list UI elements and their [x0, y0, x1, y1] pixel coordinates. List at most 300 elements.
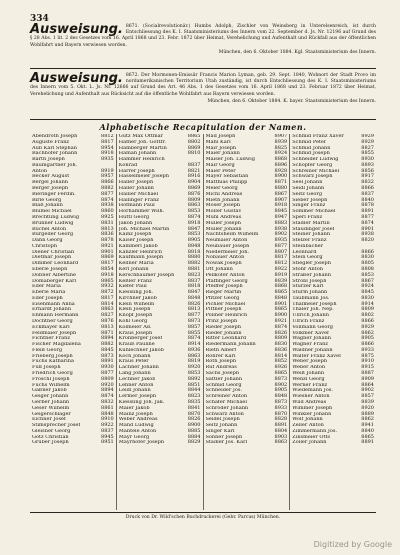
entry-number: 8924 — [361, 283, 374, 290]
entry-name: Dietmar Joseph — [32, 255, 72, 261]
entry-number: 8892 — [187, 375, 201, 382]
entry-number: 8845 — [101, 346, 114, 353]
entry-name: Gutz Max Ottmar — [118, 134, 163, 139]
index-entry — [32, 440, 114, 446]
entry-name: Lermer Joseph — [118, 394, 157, 400]
entry-number: 8917 — [361, 173, 374, 180]
entry-number: 8918 — [101, 150, 114, 157]
entry-name: Aub Karl Stephan — [32, 145, 77, 151]
entry-number: 8920 — [187, 364, 201, 371]
entry-name: Gleisner Georg — [32, 428, 71, 434]
entry-name: Pfaffinger Georg — [205, 278, 248, 284]
entry-number: 8938 — [274, 225, 288, 232]
entry-name: Moser Joseph — [205, 203, 241, 209]
entry-name: Gaßner Jakob — [32, 388, 67, 394]
entry-number: 8914 — [187, 341, 201, 348]
entry-number: 8877 — [361, 213, 374, 220]
entry-name: Diener Christian — [32, 249, 75, 255]
entry-number: 8929 — [361, 138, 374, 145]
entry-number: 8910 — [101, 416, 114, 423]
entry-number: 8837 — [101, 427, 114, 434]
entry-name: Matthias Philipp — [205, 180, 248, 186]
entry-name: Müller Johann — [205, 226, 242, 232]
entry-name: Friedrich Georg — [32, 371, 73, 377]
entry-number: 8891 — [361, 439, 374, 446]
entry-name: Wild Andreas — [292, 399, 327, 405]
entry-number: 8920 — [101, 381, 114, 388]
entry-name: Kühlechner Jakob — [118, 347, 164, 353]
entry-name: Stiegler Joseph — [292, 261, 331, 267]
entry-name: Mahl Karl — [205, 139, 231, 145]
entry-name: Hofmann Paul — [118, 203, 155, 209]
entry-number: 8813 — [101, 225, 114, 232]
entry-number: 8808 — [361, 265, 374, 272]
entry-number: 8847 — [187, 289, 201, 296]
entry-number: 8957 — [101, 173, 114, 180]
entry-number: 8902 — [274, 231, 288, 238]
entry-number: 8887 — [361, 370, 374, 377]
entry-number: 8905 — [361, 335, 374, 342]
index-column — [204, 134, 291, 510]
entry-number: 8876 — [187, 190, 201, 197]
entry-number: 8919 — [101, 167, 114, 174]
entry-number: 8874 — [274, 323, 288, 330]
entry-number: 8916 — [187, 173, 201, 180]
entry-name: Baumgartner Joh. — [32, 162, 78, 168]
entry-name: Weber Anton — [292, 365, 326, 371]
entry-name: Haman Johann — [118, 151, 157, 157]
notice-heading: Ausweisung. — [30, 71, 123, 86]
entry-name: Schmid Franz Xaver — [292, 134, 344, 139]
entry-name: Fischer Magdalena — [32, 342, 81, 348]
entry-name: Nachtsheim Wilhelm — [205, 232, 259, 238]
entry-name: Fleiß Georg — [32, 347, 63, 353]
entry-number: 8865 — [274, 306, 288, 313]
entry-number: 8862 — [361, 329, 374, 336]
entry-number: 8809 — [187, 196, 201, 203]
entry-name: Kraus Peter — [118, 359, 149, 365]
entry-name: Maiser Joh. Ludwig — [205, 157, 255, 163]
entry-name: Kerl Johann — [118, 266, 149, 272]
entry-number: 8813 — [101, 323, 114, 330]
entry-name: Schneider Ludwig — [292, 157, 339, 163]
entry-number: 8809 — [361, 306, 374, 313]
entry-name: Staudinger Josef — [292, 226, 335, 232]
entry-number: 8812 — [101, 134, 114, 139]
entry-number: 8856 — [361, 167, 374, 174]
entry-name: Büchel Anton — [32, 226, 67, 232]
entry-number: 8865 — [274, 370, 288, 377]
entry-number: 8903 — [274, 433, 288, 440]
entry-name: Kainz Joseph — [118, 232, 152, 238]
entry-name: Lehner Anton — [118, 382, 154, 388]
entry-name: Zoller Johann — [292, 440, 327, 446]
notice-expulsion-1 — [30, 24, 376, 56]
entry-name: Neumaier Anton — [205, 238, 248, 244]
entry-number: 8805 — [361, 260, 374, 267]
entry-number: 8817 — [101, 294, 114, 301]
entry-number: 8823 — [187, 271, 201, 278]
entry-name: Rieth Albert — [205, 347, 237, 353]
entry-name: Hafner Joh. Gottfr. — [118, 139, 166, 145]
entry-number: 8905 — [187, 237, 201, 244]
entry-number: 8891 — [361, 208, 374, 215]
entry-number: 8929 — [361, 134, 374, 139]
entry-name: Stadler Jos. Karl — [205, 440, 248, 446]
entry-number: 8900 — [274, 312, 288, 319]
entry-name: Straßer Johann — [292, 272, 331, 278]
entry-number: 8922 — [274, 265, 288, 272]
entry-name: Thalmeier Joseph — [292, 301, 337, 307]
entry-number: 8830 — [361, 294, 374, 301]
entry-name: Wagner Franz — [292, 342, 328, 348]
entry-number: 8894 — [101, 387, 114, 394]
entry-name: Erhardt Johann — [32, 307, 72, 313]
entry-number: 8933 — [274, 404, 288, 411]
entry-name: Dochtner Georg — [32, 319, 73, 324]
entry-name: Eisenmann Anna — [32, 301, 75, 307]
entry-number: 8882 — [101, 341, 114, 348]
page-number: 334 — [30, 14, 49, 24]
entry-number: 8845 — [361, 289, 374, 296]
entry-number: 8828 — [274, 416, 288, 423]
entry-number: 8830 — [361, 254, 374, 261]
entry-number: 8954 — [101, 144, 114, 151]
entry-number: 8840 — [361, 427, 374, 434]
entry-name: Schreiner Michael — [292, 168, 340, 174]
entry-name: Dimmer Leonhard — [32, 261, 79, 267]
entry-number: 8901 — [361, 225, 374, 232]
entry-number: 8929 — [361, 323, 374, 330]
entry-number: 8945 — [101, 433, 114, 440]
entry-number: 8863 — [274, 439, 288, 446]
entry-number: 8874 — [361, 219, 374, 226]
entry-number: 8840 — [361, 196, 374, 203]
entry-name: Domaberger Karl — [32, 278, 77, 284]
entry-name: Mayr Georg — [118, 434, 150, 440]
entry-number: 8848 — [274, 393, 288, 400]
entry-number: 8885 — [187, 427, 201, 434]
entry-number: 8865 — [361, 433, 374, 440]
entry-name: Ulrich Franz — [292, 319, 325, 324]
entry-name: Hallier Michael — [118, 191, 159, 197]
entry-number: 8845 — [274, 208, 288, 215]
index-column — [290, 134, 376, 510]
entry-name: Ullrich Johann — [292, 313, 329, 319]
entry-number: 8861 — [101, 404, 114, 411]
entry-name: Meier Georg — [205, 186, 238, 192]
entry-name: Schmid Georg — [205, 382, 242, 388]
entry-number: 8877 — [274, 242, 288, 249]
divider — [30, 119, 376, 120]
entry-number: 8871 — [274, 179, 288, 186]
entry-number: 8857 — [361, 393, 374, 400]
entry-name: Hörhammer Wilh. — [118, 209, 165, 215]
entry-name: Pfitzer Georg — [205, 295, 240, 301]
entry-name: Schmid Joseph — [292, 151, 330, 157]
entry-number: 8907 — [274, 134, 288, 139]
entry-name: Bachhofer Johann — [32, 151, 78, 157]
entry-number: 8823 — [187, 393, 201, 400]
entry-number: 8910 — [361, 358, 374, 365]
entry-name: Mair Joseph — [205, 145, 237, 151]
entry-number: 8874 — [187, 213, 201, 220]
entry-name: Sonner Joseph — [205, 434, 243, 440]
entry-name: Keßler Franz — [118, 278, 152, 284]
entry-number: 8810 — [187, 150, 201, 157]
divider — [30, 68, 376, 69]
entry-number: 8813 — [187, 306, 201, 313]
entry-number: 8936 — [187, 346, 201, 353]
entry-name: Bergel Johann — [32, 180, 69, 186]
entry-name: Stöhr Anton — [292, 266, 323, 272]
entry-name: Sieber Joseph — [292, 197, 328, 203]
entry-number: 8854 — [101, 265, 114, 272]
entry-name: Sachs Joseph — [205, 371, 240, 377]
entry-number: 8821 — [187, 167, 201, 174]
entry-number: 8866 — [101, 179, 114, 186]
entry-name: Fuchs Wilhelm — [32, 382, 70, 388]
entry-name: Fichtner Franz — [32, 336, 70, 342]
entry-number: 8827 — [101, 312, 114, 319]
entry-name: Ehmann Hermann — [32, 313, 79, 319]
entry-number: 8873 — [274, 398, 288, 405]
entry-number: 8826 — [274, 329, 288, 336]
entry-name: Gotz Christian — [32, 434, 69, 440]
entry-number: 8874 — [187, 335, 201, 342]
entry-number: 8814 — [101, 300, 114, 307]
entry-number: 8851 — [187, 381, 201, 388]
entry-number: 8874 — [101, 196, 114, 203]
entry-number: 8877 — [101, 190, 114, 197]
entry-name: Michl Andreas — [205, 191, 243, 197]
entry-name: Kiessling Joh. — [118, 290, 154, 296]
entry-name: Wenzl Georg — [292, 376, 325, 382]
entry-name: Mad Joseph — [205, 134, 236, 139]
entry-name: Hammer Heinrich — [118, 157, 165, 163]
entry-number: 8839 — [274, 277, 288, 284]
entry-name: Seidl Johann — [292, 186, 325, 192]
entry-number: 8863 — [101, 306, 114, 313]
entry-number: 8932 — [101, 283, 114, 290]
entry-name: Brechtling Ludwig — [32, 214, 80, 220]
entry-name: Mühl Andreas — [205, 214, 242, 220]
entry-name: Singer Franz — [292, 203, 326, 209]
entry-number: 8817 — [101, 138, 114, 145]
entry-number: 8867 — [274, 190, 288, 197]
entry-number: 8880 — [187, 254, 201, 261]
entry-number: 8868 — [274, 156, 288, 163]
entry-name: Eder Maria — [32, 284, 61, 290]
entry-number: 8889 — [361, 410, 374, 417]
entry-number: 8853 — [187, 231, 201, 238]
entry-number: 8820 — [361, 237, 374, 244]
entry-number: 8891 — [274, 422, 288, 429]
entry-name: Berger Joseph — [32, 186, 69, 192]
entry-name: Weber Joseph — [292, 359, 328, 365]
entry-name: Frieberg Joseph — [32, 353, 73, 359]
entry-name: Kaufmann Joseph — [118, 255, 164, 261]
entry-number: 8875 — [361, 352, 374, 359]
entry-number: 8877 — [187, 312, 201, 319]
entry-name: Abendroth Joseph — [32, 134, 78, 139]
entry-number: 8909 — [361, 375, 374, 382]
entry-number: 8809 — [274, 335, 288, 342]
entry-number: 8878 — [101, 237, 114, 244]
entry-number: 8853 — [187, 208, 201, 215]
entry-number: 8814 — [274, 352, 288, 359]
entry-number: 8902 — [361, 387, 374, 394]
entry-name: Eberle Joseph — [32, 266, 68, 272]
entry-number: 8914 — [361, 300, 374, 307]
entry-number: 8835 — [187, 398, 201, 405]
entry-name: Lang Johann — [118, 371, 151, 377]
index-title: Alphabetische Recapitulation der Namen. — [99, 122, 307, 132]
entry-name: Kämmerl Jakob — [118, 243, 158, 249]
entry-number: 8827 — [361, 144, 374, 151]
entry-number: 8877 — [101, 370, 114, 377]
entry-number: 8905 — [274, 387, 288, 394]
entry-number: 8831 — [101, 219, 114, 226]
entry-name: Kölmeier Ad. — [118, 324, 152, 330]
entry-number: 8918 — [187, 219, 201, 226]
index-entry — [119, 440, 201, 446]
entry-number: 8863 — [187, 352, 201, 359]
entry-name: Seidel Joseph — [205, 417, 240, 423]
entry-number: 8880 — [274, 185, 288, 192]
entry-number: 8855 — [361, 150, 374, 157]
entry-number: 8873 — [274, 375, 288, 382]
watermark: Digitized by Google — [313, 540, 392, 549]
entry-name: Geiger Johann — [32, 394, 69, 400]
entry-number: 8836 — [274, 346, 288, 353]
entry-number: 8830 — [274, 341, 288, 348]
index-column — [117, 134, 204, 510]
entry-name: Strobl Joseph — [292, 278, 327, 284]
entry-number: 8941 — [361, 422, 374, 429]
entry-name: Mair Georg — [205, 162, 235, 168]
entry-name: Zimmermann Jos. — [292, 428, 338, 434]
entry-number: 8818 — [187, 248, 201, 255]
entry-number: 8809 — [101, 375, 114, 382]
entry-name: Hasselmeier Joseph — [118, 174, 169, 180]
entry-number: 8853 — [361, 271, 374, 278]
entry-number: 8866 — [361, 341, 374, 348]
entry-number: 8870 — [274, 410, 288, 417]
entry-number: 8924 — [274, 150, 288, 157]
entry-name: Kellner Maria — [118, 261, 154, 267]
entry-number: 8915 — [361, 364, 374, 371]
entry-number: 8939 — [274, 138, 288, 145]
entry-name: Kaiser Joseph — [118, 238, 154, 244]
entry-name: Sattler Johann — [205, 376, 243, 382]
entry-number: 8832 — [361, 179, 374, 186]
entry-number: 8900 — [187, 422, 201, 429]
entry-name: Nowak Joseph — [205, 261, 242, 267]
entry-name: Sperl Franz — [292, 214, 323, 220]
entry-name: Neubauer Joseph — [205, 243, 250, 249]
entry-number: 8868 — [274, 283, 288, 290]
entry-name: Knopf Joseph — [118, 313, 153, 319]
entry-name: Haller Johann — [118, 186, 154, 192]
index-column — [30, 134, 117, 510]
entry-number: 8865 — [274, 289, 288, 296]
entry-name: Schäfer Michael — [205, 399, 247, 405]
entry-name: Kohl Georg — [118, 319, 148, 324]
entry-number: 8947 — [274, 213, 288, 220]
notice-signature: München, den 6. Oktober 1884. K. bayer. Staatsministerium des Innern. — [207, 98, 376, 104]
entry-number: 8901 — [274, 300, 288, 307]
entry-name: Kraus Joseph — [118, 330, 153, 336]
entry-name: Ritter Leonhard — [205, 336, 247, 342]
entry-name: Lachner Johann — [118, 365, 159, 371]
entry-number: 8882 — [187, 260, 201, 267]
entry-name: Eckmayer Karl — [32, 324, 70, 330]
entry-name: Nöbauer Anton — [205, 255, 245, 261]
entry-number: 8869 — [101, 254, 114, 261]
entry-name: Fuchs Katharina — [32, 359, 74, 365]
entry-name: Klein Wilhelm — [118, 301, 155, 307]
entry-name: Rieder Joseph — [205, 324, 241, 330]
entry-number: 8918 — [274, 202, 288, 209]
entry-name: Anton — [32, 168, 48, 174]
entry-name: Jakob Johann — [118, 220, 153, 226]
entry-name: Christoph — [32, 243, 58, 249]
entry-name: Wiedemann Jos. — [292, 388, 333, 394]
entry-number: 8829 — [187, 439, 201, 446]
entry-number: 8878 — [361, 202, 374, 209]
entry-number: 8933 — [361, 346, 374, 353]
entry-number: 8865 — [187, 134, 201, 139]
entry-name: Hamberger Martin — [118, 145, 167, 151]
name-index — [30, 134, 376, 510]
entry-name: Thaler Joh. Nep. — [292, 307, 334, 313]
entry-number: 8864 — [361, 381, 374, 388]
entry-name: Seitz Johann — [205, 423, 238, 429]
entry-name: Kanzler Heinrich — [118, 249, 163, 255]
entry-name: Lechner Jakob — [118, 376, 156, 382]
entry-name: Rohrer Karl — [205, 353, 236, 359]
entry-name: Roth Joseph — [205, 359, 237, 365]
entry-name: Steinbacher — [292, 243, 324, 249]
entry-name: Haller Joseph — [118, 180, 154, 186]
entry-name: Ruf Andreas — [205, 365, 237, 371]
entry-number: 8935 — [274, 237, 288, 244]
entry-number: 8802 — [187, 138, 201, 145]
entry-name: Weiß Johann — [292, 371, 325, 377]
entry-number: 8836 — [101, 231, 114, 238]
entry-number: 8883 — [274, 219, 288, 226]
entry-number: 8904 — [187, 179, 201, 186]
entry-number: 8930 — [361, 156, 374, 163]
entry-number: 8907 — [274, 196, 288, 203]
entry-name: Mieth Johann — [205, 197, 240, 203]
notice-expulsion-2 — [30, 73, 376, 105]
entry-number: 8872 — [101, 289, 114, 296]
notice-heading: Ausweisung. — [30, 22, 123, 37]
entry-name: Blaß Johann — [32, 203, 63, 209]
entry-number: 8922 — [101, 422, 114, 429]
entry-number: 8870 — [187, 410, 201, 417]
entry-name: Taubmann Jos. — [292, 295, 330, 301]
entry-number: 8857 — [187, 323, 201, 330]
entry-name: Hallinger Franz — [118, 197, 159, 203]
entry-name: Maier Peter — [205, 168, 236, 174]
entry-name: Eberle Maria — [32, 290, 66, 296]
entry-number: 8826 — [187, 300, 201, 307]
entry-number: 8881 — [187, 265, 201, 272]
entry-name: Fröschl Joseph — [32, 376, 70, 382]
